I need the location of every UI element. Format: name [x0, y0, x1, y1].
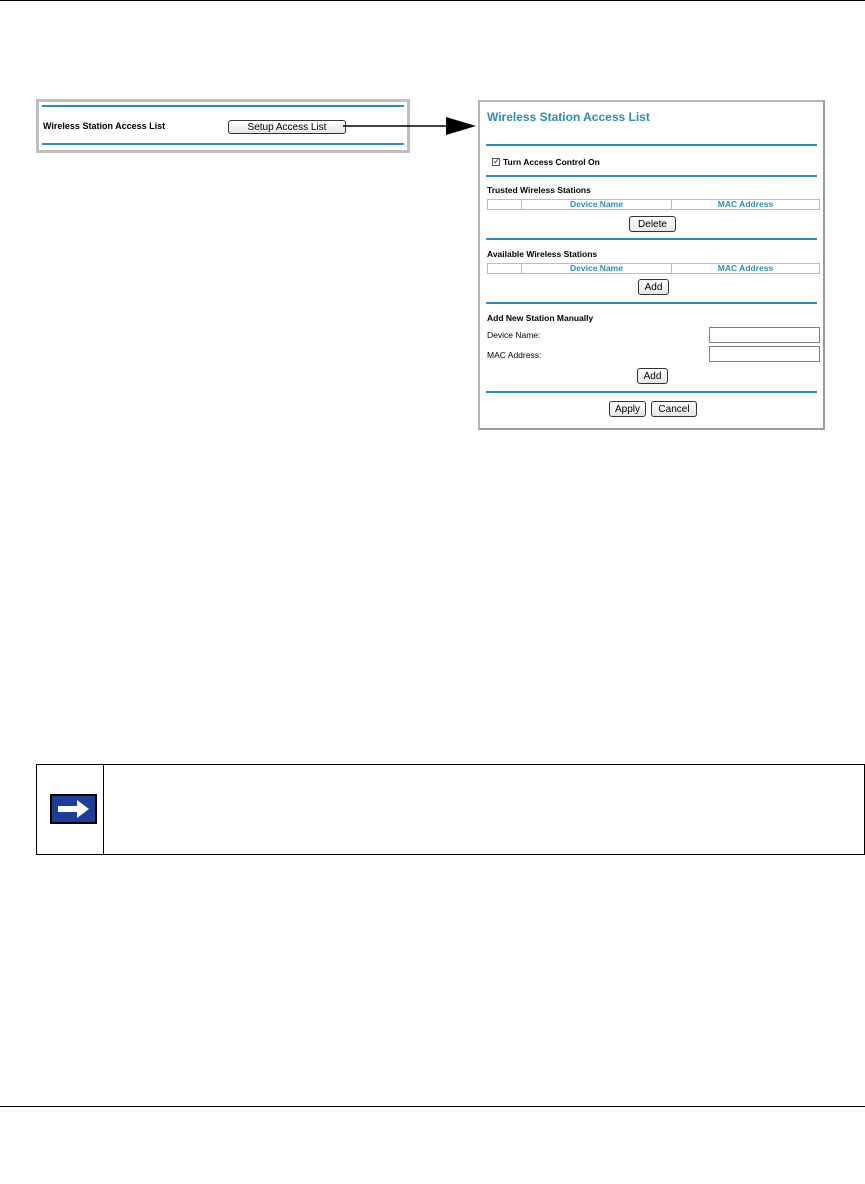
table-header-mac-address: MAC Address	[717, 263, 774, 273]
trusted-stations-table	[487, 199, 820, 210]
access-list-label: Wireless Station Access List	[43, 121, 166, 131]
table-header-select	[488, 200, 522, 209]
cancel-button[interactable]: Cancel	[651, 401, 697, 417]
apply-button[interactable]: Apply	[609, 401, 646, 417]
divider	[486, 302, 817, 304]
divider	[486, 238, 817, 240]
access-control-checkbox[interactable]: ✓	[493, 157, 500, 166]
footer-rule	[0, 1106, 865, 1107]
mac-address-label: MAC Address:	[487, 350, 542, 360]
add-manual-button[interactable]: Add	[637, 368, 668, 384]
panel-divider-bottom	[42, 143, 404, 145]
access-control-label: Turn Access Control On	[503, 157, 600, 167]
header-rule	[0, 0, 865, 1]
page-title: Wireless Station Access List	[487, 110, 650, 124]
available-stations-heading: Available Wireless Stations	[487, 249, 598, 259]
trusted-stations-heading: Trusted Wireless Stations	[487, 185, 591, 195]
table-header-device-name: Device Name	[522, 264, 672, 273]
add-manually-heading: Add New Station Manually	[487, 313, 594, 323]
add-available-button[interactable]: Add	[638, 279, 669, 295]
arrow-right-icon	[50, 794, 97, 824]
divider	[486, 144, 817, 146]
mac-address-input[interactable]	[709, 346, 820, 362]
available-stations-table	[487, 263, 820, 274]
divider	[486, 175, 817, 177]
note-divider	[103, 765, 104, 854]
table-header-select	[488, 264, 522, 273]
device-name-input[interactable]	[709, 327, 820, 343]
divider	[486, 391, 817, 393]
device-name-label: Device Name:	[487, 330, 541, 340]
delete-button[interactable]: Delete	[629, 216, 676, 232]
access-list-panel	[478, 100, 825, 430]
panel-divider-top	[42, 105, 404, 107]
table-header-device-name: Device Name	[522, 200, 672, 209]
wireless-settings-panel	[36, 99, 410, 153]
setup-access-list-button[interactable]: Setup Access List	[228, 120, 346, 134]
note-box	[36, 764, 865, 855]
table-header-mac-address: MAC Address	[717, 199, 774, 209]
